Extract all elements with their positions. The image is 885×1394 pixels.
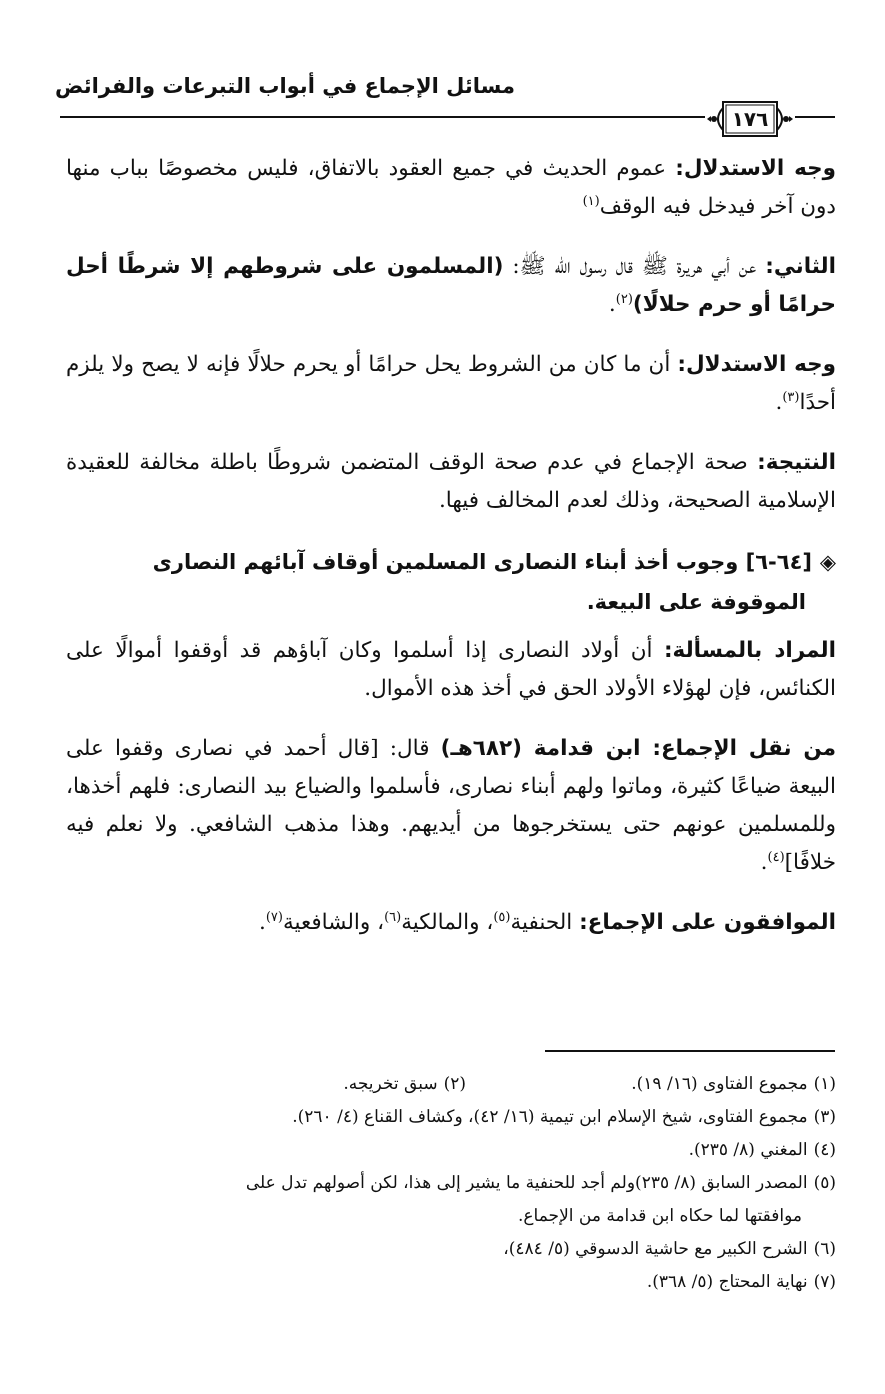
footnote-marker[interactable]: (٤): [767, 849, 785, 865]
paragraph-text: عموم الحديث في جميع العقود بالاتفاق، فليس مخصوصًا بباب منها دون آخر فيدخل فيه الوقف: [66, 156, 836, 219]
footnote-4: (٤)المغني (٨/ ٢٣٥).: [688, 1140, 836, 1160]
page-number: ١٧٦: [731, 107, 769, 131]
footnote-marker[interactable]: (٣): [782, 389, 800, 405]
main-text: [66, 150, 836, 964]
footnote-marker[interactable]: (١): [582, 193, 600, 209]
source-name: ابن قدامة (٦٨٢هـ): [440, 736, 653, 761]
paragraph-heading: من نقل الإجماع:: [652, 736, 837, 761]
paragraph-evidence-1: [66, 150, 836, 226]
paragraph-heading: المراد بالمسألة:: [663, 638, 836, 663]
footnote-rule: [545, 1050, 835, 1052]
footnote-row: [60, 1200, 836, 1233]
paragraph-agreeing-schools: الموافقون على الإجماع: الحنفية$^{(٥)}$، والمالكية$^{(٦)}$، والشافعية$^{(٧)}$.: [259, 909, 836, 935]
running-title: مسائل الإجماع في أبواب التبرعات والفرائض: [55, 74, 515, 98]
paragraph-heading: وجه الاستدلال:: [677, 352, 836, 377]
paragraph-heading: الموافقون على الإجماع:: [579, 910, 836, 935]
footnote-5-continued: موافقتها لما حكاه ابن قدامة من الإجماع.: [518, 1206, 802, 1226]
footnote-6: (٦)الشرح الكبير مع حاشية الدسوقي (٥/ ٤٨٤)،: [503, 1239, 836, 1259]
paragraph-text: عن أبي هريرة ﷺ قال رسول الله ﷺ:: [503, 254, 766, 279]
paragraph-heading: الثاني:: [765, 254, 836, 279]
footnotes: [60, 1068, 836, 1299]
footnote-row: [60, 1233, 836, 1266]
footnote-1: (١)مجموع الفتاوى (١٦/ ١٩).: [631, 1074, 836, 1094]
footnote-marker[interactable]: (٧): [265, 909, 283, 925]
footnote-marker[interactable]: (٢): [615, 291, 633, 307]
paragraph-evidence-2: وجه الاستدلال: أن ما كان من الشروط يحل حرامًا أو يحرم حلالًا فإنه لا يصح ولا يلزم أحدًا$^{(٣)}$.: [66, 352, 836, 415]
footnote-row: [60, 1068, 836, 1101]
paragraph-heading: وجه الاستدلال:: [675, 156, 836, 181]
footnote-row: [60, 1101, 836, 1134]
paragraph-result: [66, 444, 836, 520]
footnote-2: (٢)سبق تخريجه.: [343, 1074, 466, 1094]
paragraph-text: أن أولاد النصارى إذا أسلموا وكان آباؤهم قد أوقفوا أموالًا على الكنائس، فإن لهؤلاء الأولاد الحق في أخذ هذه الأموال.: [66, 638, 836, 701]
paragraph-text: صحة الإجماع في عدم صحة الوقف المتضمن شروطًا باطلة مخالفة للعقيدة الإسلامية الصحيحة، وذلك لعدم المخالف فيها.: [66, 450, 836, 513]
paragraph-consensus-source: من نقل الإجماع: ابن قدامة (٦٨٢هـ) قال: [قال أحمد في نصارى وقفوا على البيعة ضياعًا كثيرة، وماتوا ولهم أبناء نصارى، فأسلموا والضياع بيد النصارى: فلهم أخذها، وللمسلمين عونهم حتى يستخرجوها من أيديهم. وهذا مذهب الشافعي. ولا نعلم فيه خلافًا]$^{(٤)}$.: [66, 736, 837, 875]
diamond-icon: ◈: [819, 550, 836, 574]
paragraph-meaning: [66, 632, 836, 708]
footnote-3: (٣)مجموع الفتاوى، شيخ الإسلام ابن تيمية (١٦/ ٤٢)، وكشاف القناع (٤/ ٢٦٠).: [292, 1107, 836, 1127]
paragraph-heading: النتيجة:: [757, 450, 836, 475]
footnote-marker[interactable]: (٦): [384, 909, 402, 925]
issue-heading: [66, 542, 836, 622]
hadith-quote: (المسلمون على شروطهم إلا شرطًا أحل حرامًا أو حرم حلالًا): [66, 254, 836, 317]
paragraph-text: أن ما كان من الشروط يحل حرامًا أو يحرم حلالًا فإنه لا يصح ولا يلزم أحدًا: [66, 352, 836, 415]
page-number-frame: [705, 96, 795, 142]
issue-title: [٦٤-٦] وجوب أخذ أبناء النصارى المسلمين أوقاف آبائهم النصارى: [152, 550, 812, 574]
footnote-5: (٥)المصدر السابق (٨/ ٢٣٥)ولم أجد للحنفية ما يشير إلى هذا، لكن أصولهم تدل على: [245, 1173, 836, 1193]
paragraph-text: قال: [قال أحمد في نصارى وقفوا على البيعة ضياعًا كثيرة، وماتوا ولهم أبناء نصارى، فأسلموا والضياع بيد النصارى: فلهم أخذها، وللمسلمين عونهم حتى يستخرجوها من أيديهم. وهذا مذهب الشافعي. ولا نعلم فيه خلافًا]: [66, 736, 836, 875]
footnote-7: (٧)نهاية المحتاج (٥/ ٣٦٨).: [646, 1272, 836, 1292]
footnote-row: [60, 1266, 836, 1299]
footnote-marker[interactable]: (٥): [493, 909, 511, 925]
issue-title-cont: الموقوفة على البيعة.: [586, 590, 806, 614]
footnote-row: [60, 1167, 836, 1200]
paragraph-second-proof: الثاني: عن أبي هريرة ﷺ قال رسول الله ﷺ: (المسلمون على شروطهم إلا شرطًا أحل حرامًا أو حرم حلالًا)$^{(٢)}$.: [66, 254, 836, 317]
footnote-row: [60, 1134, 836, 1167]
